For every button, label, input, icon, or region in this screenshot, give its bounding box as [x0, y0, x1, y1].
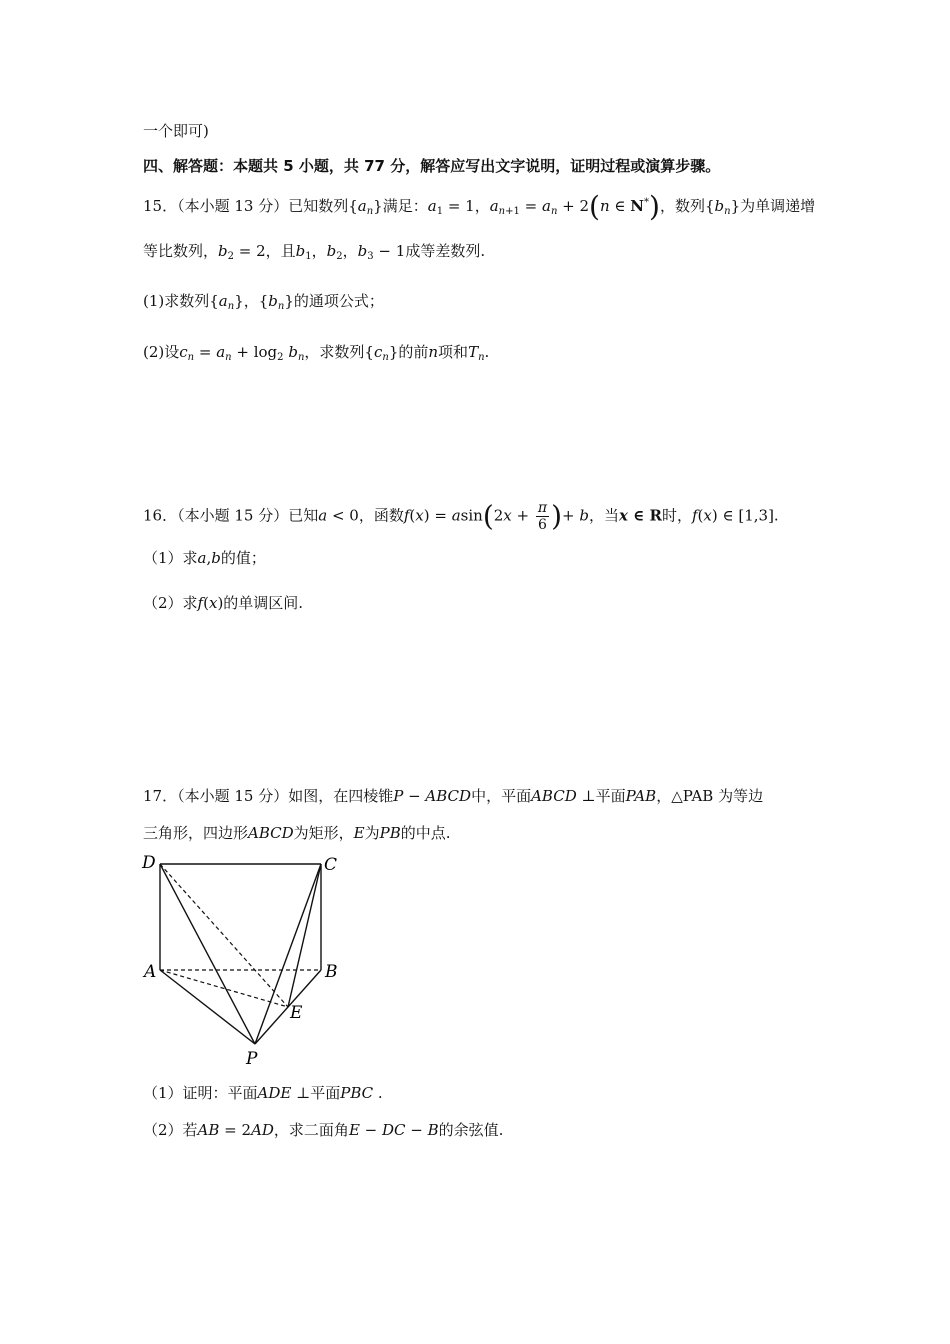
q16-part-1: （1）求a,b的值；: [143, 549, 266, 567]
pyramid-figure: [138, 850, 358, 1079]
q15-part-2: (2)设$c_n = a_n + \log_2 b_n$，求数列$\{c_n\}$的前n项和$T_n$.: [143, 343, 490, 363]
edge-CE: [288, 864, 321, 1007]
edge-CP: [255, 864, 321, 1044]
q15-line-1: 15．（本小题 13 分）已知数列$\{a_n\}$满足：$a_1 = 1$，$a_{n+1} = a_n + 2(n$ ∈ N*)，数列$\{b_n\}$为单调递增: [143, 190, 816, 223]
label-A: A: [144, 962, 157, 982]
q15-line-2: 等比数列，$b_2 = 2$，且$b_1$，$b_2$，$b_3 - 1$成等差数列.: [143, 242, 486, 262]
q17-part-1: （1）证明：平面ADE ⊥平面PBC .: [143, 1084, 383, 1102]
q17-line-1: 17．（本小题 15 分）如图，在四棱锥P − ABCD中，平面ABCD ⊥平面PAB，△PAB 为等边: [143, 787, 764, 805]
label-D: D: [142, 853, 156, 873]
pyramid-diagram: [138, 850, 358, 1075]
q15-part-1: (1)求数列$\{a_n\}$，$\{b_n\}$的通项公式；: [143, 292, 384, 312]
label-P: P: [246, 1049, 258, 1069]
q16-part-2: （2）求f(x)的单调区间.: [143, 594, 304, 612]
q17-line-2: 三角形，四边形ABCD为矩形，E为PB的中点.: [143, 824, 451, 842]
section-heading: 四、解答题：本题共 5 小题，共 77 分，解答应写出文字说明，证明过程或演算步骤。: [143, 157, 721, 175]
text-line-1: 一个即可): [143, 122, 209, 140]
edge-AP: [160, 970, 255, 1044]
edge-AE-hidden: [160, 970, 288, 1007]
label-C: C: [324, 855, 338, 875]
q16-line-1: 16．（本小题 15 分）已知a < 0，函数f(x) = asin(2x + $\frac{\pi}{6}$ )+ b，当x ∈ R时，f(x) ∈ [1,3].: [143, 499, 779, 533]
label-E: E: [290, 1003, 303, 1023]
label-B: B: [325, 962, 338, 982]
q17-part-2: （2）若AB = 2AD，求二面角E − DC − B的余弦值.: [143, 1121, 504, 1139]
